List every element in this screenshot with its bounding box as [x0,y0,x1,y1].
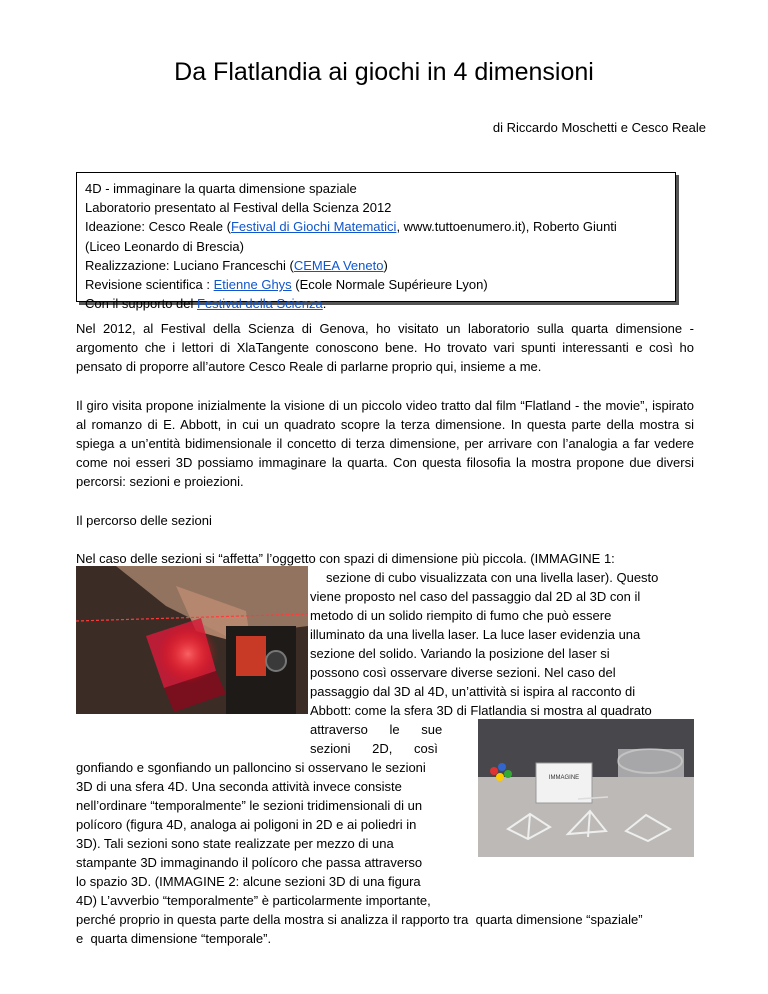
text-line: sezioni 2D, così [310,741,438,756]
paragraph-giro-visita: Il giro visita propone inizialmente la visione di un piccolo video tratto dal film “Flatland - the movie”, ispirato al romanzo di E. Abbott, in cui un quadrato scopre la terza dimensione. In questa parte della mostra si spiega a un’entità bidimensionale il concetto di terza dimensione, per arrivare con l’analogia a far vedere come noi esseri 3D possiamo immaginare la quarta. Con questa filosofia la mostra propone due diversi percorsi: sezioni e proiezioni. [76,398,694,489]
image-note-text: IMMAGINE [548,775,580,781]
image-3d-sections [478,719,694,857]
byline: di Riccardo Moschetti e Cesco Reale [492,120,706,135]
credits-line: Realizzazione: Luciano Franceschi (CEMEA Veneto) [85,257,388,273]
text-line: 3D di una sfera 4D. Una seconda attività invece consiste [76,779,402,794]
festival-scienza-link[interactable]: Festival della Scienza [197,296,323,312]
text-line: e quarta dimensione “temporale”. [76,931,272,946]
paragraph-intro: Nel 2012, al Festival della Scienza di Genova, ho visitato un laboratorio sulla quarta dimensione - argomento che i lettori di XlaTangente conoscono bene. Ho trovato vari spunti interessanti e così ho pensato di proporre all’autore Cesco Reale di parlarne proprio qui, insieme a me. [76,321,694,374]
text-line: possono così osservare diverse sezioni. Nel caso del [310,665,616,680]
text-line: polícoro (figura 4D, analoga ai poligoni in 2D e ai poliedri in [76,817,417,832]
etienne-ghys-link[interactable]: Etienne Ghys [213,277,292,293]
text-line: sezione di cubo visualizzata con una livella laser). Questo [326,570,659,585]
text-line: attraverso le sue [310,722,443,737]
text-line: 3D). Tali sezioni sono state realizzate per mezzo di una [76,836,394,851]
text-line: passaggio dal 3D al 4D, un’attività si ispira al racconto di [310,684,636,699]
festival-giochi-link[interactable]: Festival di Giochi Matematici [230,219,397,235]
credits-line: Revisione scientifica : Etienne Ghys (Ecole Normale Supérieure Lyon) [85,277,488,293]
section-heading: Il percorso delle sezioni [76,513,212,528]
credits-line: 4D - immaginare la quarta dimensione spaziale [85,181,357,196]
text-line: lo spazio 3D. (IMMAGINE 2: alcune sezioni 3D di una figura [76,874,421,889]
text-line: viene proposto nel caso del passaggio dal 2D al 3D con il [310,589,641,604]
text-line: perché proprio in questa parte della mostra si analizza il rapporto tra quarta dimensione “spaziale” [76,912,643,927]
text-line: gonfiando e sgonfiando un palloncino si osservano le sezioni [76,760,426,775]
text-line: Nel caso delle sezioni si “affetta” l’oggetto con spazi di dimensione più piccola. (IMMAGINE 1: [76,551,615,566]
text-line: 4D) L’avverbio “temporalmente” è particolarmente importante, [76,893,431,908]
text-line: Abbott: come la sfera 3D di Flatlandia si mostra al quadrato [310,703,652,718]
image-laser-cube-section [76,566,308,714]
text-line: illuminato da una livella laser. La luce laser evidenzia una [310,627,641,642]
credits-box [76,172,676,312]
text-line: sezione del solido. Variando la posizione del laser si [310,646,610,661]
cemea-veneto-link[interactable]: CEMEA Veneto [293,257,384,273]
credits-line: Con il supporto del Festival della Scienza. [85,296,327,312]
page-title: Da Flatlandia ai giochi in 4 dimensioni [174,58,594,86]
credits-line: Ideazione: Cesco Reale (Festival di Giochi Matematici, www.tuttoenumero.it), Roberto Giunti [85,219,617,235]
text-line: stampante 3D immaginando il polícoro che passa attraverso [76,855,423,870]
text-line: metodo di un solido riempito di fumo che può essere [310,608,612,623]
credits-line: (Liceo Leonardo di Brescia) [85,238,244,254]
credits-line: Laboratorio presentato al Festival della Scienza 2012 [85,200,392,216]
text-line: nell’ordinare “temporalmente” le sezioni tridimensionali di un [76,798,423,813]
